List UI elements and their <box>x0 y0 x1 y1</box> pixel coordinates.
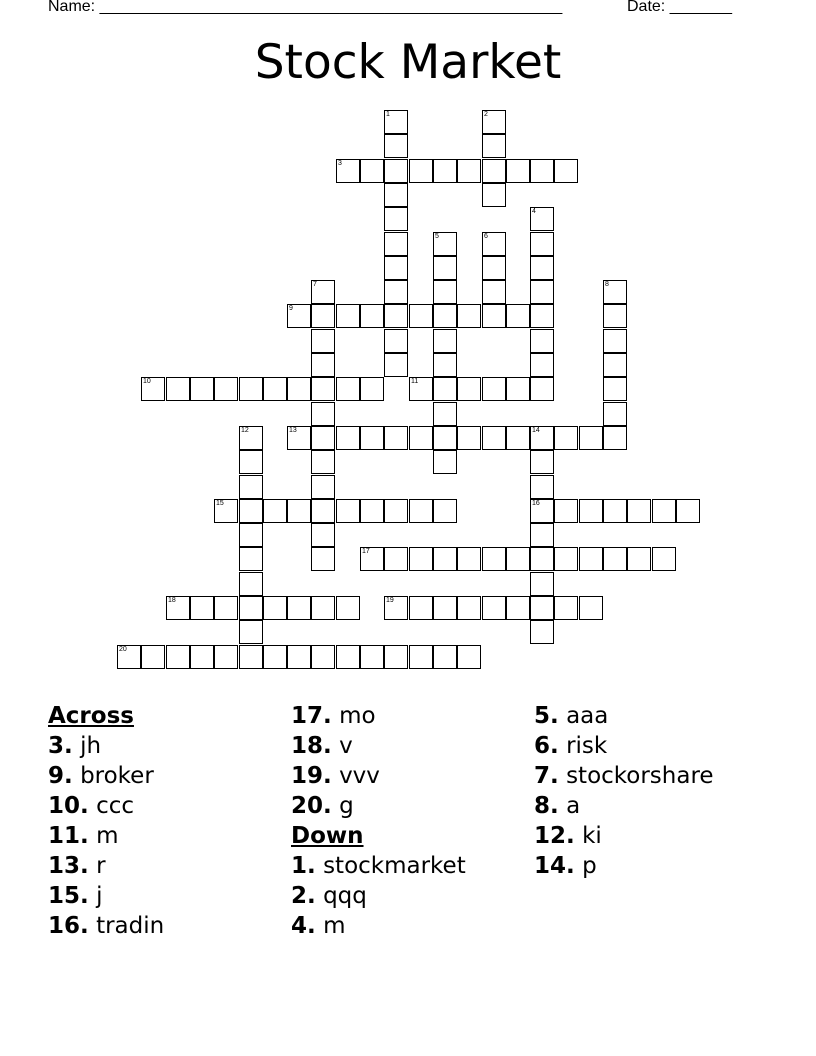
across-heading: Across <box>48 703 134 729</box>
grid-cell[interactable] <box>311 402 335 426</box>
grid-cell[interactable] <box>311 475 335 499</box>
grid-cell[interactable] <box>652 547 676 571</box>
grid-cell[interactable] <box>433 280 457 304</box>
grid-cell[interactable] <box>530 377 554 401</box>
clue-down: 12. ki <box>534 823 602 849</box>
grid-cell[interactable] <box>530 499 554 523</box>
clue-number: 1 <box>386 111 390 118</box>
grid-cell[interactable] <box>482 110 506 134</box>
grid-cell[interactable] <box>482 183 506 207</box>
grid-cell[interactable] <box>603 329 627 353</box>
grid-cell[interactable] <box>457 547 481 571</box>
grid-cell[interactable] <box>530 620 554 644</box>
grid-cell[interactable] <box>239 450 263 474</box>
grid-cell[interactable] <box>409 304 433 328</box>
grid-cell[interactable] <box>263 645 287 669</box>
clue-number: 17 <box>362 548 370 555</box>
grid-cell[interactable] <box>482 256 506 280</box>
grid-cell[interactable] <box>433 426 457 450</box>
grid-cell[interactable] <box>287 645 311 669</box>
grid-cell[interactable] <box>579 499 603 523</box>
grid-cell[interactable] <box>384 304 408 328</box>
grid-cell[interactable] <box>166 377 190 401</box>
grid-cell[interactable] <box>384 426 408 450</box>
grid-cell[interactable] <box>360 645 384 669</box>
grid-cell[interactable] <box>214 645 238 669</box>
name-field[interactable]: Name: ____________________________________________________ <box>48 0 563 15</box>
grid-cell[interactable] <box>384 353 408 377</box>
grid-cell[interactable] <box>384 499 408 523</box>
grid-cell[interactable] <box>433 499 457 523</box>
grid-cell[interactable] <box>311 596 335 620</box>
grid-cell[interactable] <box>263 499 287 523</box>
grid-cell[interactable] <box>506 596 530 620</box>
page-title: Stock Market <box>254 35 562 90</box>
grid-cell[interactable] <box>457 596 481 620</box>
grid-cell[interactable] <box>336 499 360 523</box>
grid-cell[interactable] <box>384 280 408 304</box>
grid-cell[interactable] <box>409 596 433 620</box>
grid-cell[interactable] <box>166 645 190 669</box>
grid-cell[interactable] <box>141 377 165 401</box>
grid-cell[interactable] <box>433 304 457 328</box>
grid-cell[interactable] <box>433 232 457 256</box>
grid-cell[interactable] <box>627 499 651 523</box>
grid-cell[interactable] <box>530 304 554 328</box>
grid-cell[interactable] <box>554 547 578 571</box>
grid-cell[interactable] <box>409 159 433 183</box>
clue-down: 6. risk <box>534 733 608 759</box>
grid-cell[interactable] <box>579 547 603 571</box>
grid-cell[interactable] <box>603 426 627 450</box>
grid-cell[interactable] <box>482 547 506 571</box>
grid-cell[interactable] <box>482 596 506 620</box>
grid-cell[interactable] <box>506 547 530 571</box>
clue-number: 15 <box>216 500 224 507</box>
grid-cell[interactable] <box>384 134 408 158</box>
grid-cell[interactable] <box>336 159 360 183</box>
grid-cell[interactable] <box>433 596 457 620</box>
grid-cell[interactable] <box>554 499 578 523</box>
grid-cell[interactable] <box>360 547 384 571</box>
grid-cell[interactable] <box>311 329 335 353</box>
grid-cell[interactable] <box>433 645 457 669</box>
clue-across: 19. vvv <box>291 763 380 789</box>
grid-cell[interactable] <box>360 377 384 401</box>
grid-cell[interactable] <box>409 426 433 450</box>
grid-cell[interactable] <box>506 159 530 183</box>
grid-cell[interactable] <box>530 547 554 571</box>
clue-across: 9. broker <box>48 763 154 789</box>
clue-number: 5 <box>435 233 439 240</box>
grid-cell[interactable] <box>287 596 311 620</box>
grid-cell[interactable] <box>530 450 554 474</box>
date-field[interactable]: Date: _______ <box>627 0 732 15</box>
grid-cell[interactable] <box>311 353 335 377</box>
grid-cell[interactable] <box>530 232 554 256</box>
grid-cell[interactable] <box>190 596 214 620</box>
grid-cell[interactable] <box>603 402 627 426</box>
grid-cell[interactable] <box>239 596 263 620</box>
grid-cell[interactable] <box>214 377 238 401</box>
grid-cell[interactable] <box>239 377 263 401</box>
grid-cell[interactable] <box>530 475 554 499</box>
grid-cell[interactable] <box>311 547 335 571</box>
grid-cell[interactable] <box>190 645 214 669</box>
clue-number: 13 <box>289 427 297 434</box>
grid-cell[interactable] <box>433 159 457 183</box>
grid-cell[interactable] <box>311 304 335 328</box>
clue-down: 5. aaa <box>534 703 609 729</box>
grid-cell[interactable] <box>287 304 311 328</box>
grid-cell[interactable] <box>141 645 165 669</box>
clue-across: 16. tradin <box>48 913 165 939</box>
grid-cell[interactable] <box>239 523 263 547</box>
clue-down: 2. qqq <box>291 883 367 909</box>
grid-cell[interactable] <box>530 523 554 547</box>
grid-cell[interactable] <box>433 450 457 474</box>
grid-cell[interactable] <box>360 499 384 523</box>
grid-cell[interactable] <box>433 353 457 377</box>
grid-cell[interactable] <box>530 207 554 231</box>
grid-cell[interactable] <box>384 207 408 231</box>
grid-cell[interactable] <box>384 547 408 571</box>
grid-cell[interactable] <box>239 547 263 571</box>
clue-across: 15. j <box>48 883 103 909</box>
grid-cell[interactable] <box>530 329 554 353</box>
grid-cell[interactable] <box>263 596 287 620</box>
clue-down: 1. stockmarket <box>291 853 466 879</box>
grid-cell[interactable] <box>384 256 408 280</box>
grid-cell[interactable] <box>457 304 481 328</box>
grid-cell[interactable] <box>554 159 578 183</box>
grid-cell[interactable] <box>117 645 141 669</box>
clue-number: 3 <box>338 160 342 167</box>
grid-cell[interactable] <box>482 159 506 183</box>
grid-cell[interactable] <box>287 499 311 523</box>
grid-cell[interactable] <box>360 304 384 328</box>
grid-cell[interactable] <box>336 596 360 620</box>
grid-cell[interactable] <box>336 304 360 328</box>
grid-cell[interactable] <box>457 426 481 450</box>
grid-cell[interactable] <box>384 329 408 353</box>
grid-cell[interactable] <box>311 426 335 450</box>
grid-cell[interactable] <box>433 402 457 426</box>
grid-cell[interactable] <box>360 159 384 183</box>
grid-cell[interactable] <box>384 183 408 207</box>
grid-cell[interactable] <box>457 645 481 669</box>
grid-cell[interactable] <box>311 280 335 304</box>
clue-number: 9 <box>289 305 293 312</box>
clue-across: 3. jh <box>48 733 102 759</box>
grid-cell[interactable] <box>214 596 238 620</box>
grid-cell[interactable] <box>384 110 408 134</box>
grid-cell[interactable] <box>239 572 263 596</box>
clue-across: 20. g <box>291 793 354 819</box>
grid-cell[interactable] <box>409 499 433 523</box>
grid-cell[interactable] <box>530 572 554 596</box>
clue-down: 7. stockorshare <box>534 763 714 789</box>
clue-across: 10. ccc <box>48 793 134 819</box>
grid-cell[interactable] <box>603 499 627 523</box>
grid-cell[interactable] <box>409 547 433 571</box>
clue-number: 18 <box>168 597 176 604</box>
grid-cell[interactable] <box>409 377 433 401</box>
grid-cell[interactable] <box>506 426 530 450</box>
grid-cell[interactable] <box>603 353 627 377</box>
grid-cell[interactable] <box>530 596 554 620</box>
grid-cell[interactable] <box>239 426 263 450</box>
clue-number: 8 <box>605 281 609 288</box>
grid-cell[interactable] <box>360 426 384 450</box>
grid-cell[interactable] <box>506 304 530 328</box>
grid-cell[interactable] <box>530 159 554 183</box>
grid-cell[interactable] <box>384 645 408 669</box>
down-heading: Down <box>291 823 364 849</box>
clue-across: 18. v <box>291 733 353 759</box>
grid-cell[interactable] <box>627 547 651 571</box>
grid-cell[interactable] <box>263 377 287 401</box>
grid-cell[interactable] <box>287 426 311 450</box>
grid-cell[interactable] <box>506 377 530 401</box>
grid-cell[interactable] <box>239 645 263 669</box>
grid-cell[interactable] <box>384 596 408 620</box>
grid-cell[interactable] <box>482 134 506 158</box>
grid-cell[interactable] <box>336 426 360 450</box>
grid-cell[interactable] <box>384 232 408 256</box>
clue-column-2 <box>291 701 466 941</box>
grid-cell[interactable] <box>239 499 263 523</box>
grid-cell[interactable] <box>603 377 627 401</box>
grid-cell[interactable] <box>603 547 627 571</box>
clue-number: 7 <box>313 281 317 288</box>
grid-cell[interactable] <box>433 256 457 280</box>
grid-cell[interactable] <box>336 645 360 669</box>
clue-down: 14. p <box>534 853 597 879</box>
grid-cell[interactable] <box>166 596 190 620</box>
clue-number: 16 <box>532 500 540 507</box>
clue-number: 12 <box>241 427 249 434</box>
clue-column-1 <box>48 701 164 941</box>
clue-column-3 <box>534 701 714 881</box>
grid-cell[interactable] <box>311 450 335 474</box>
grid-cell[interactable] <box>482 280 506 304</box>
clue-number: 4 <box>532 208 536 215</box>
clue-number: 2 <box>484 111 488 118</box>
clue-across: 17. mo <box>291 703 376 729</box>
grid-cell[interactable] <box>579 596 603 620</box>
grid-cell[interactable] <box>457 159 481 183</box>
grid-cell[interactable] <box>603 280 627 304</box>
grid-cell[interactable] <box>579 426 603 450</box>
grid-cell[interactable] <box>433 377 457 401</box>
grid-cell[interactable] <box>603 304 627 328</box>
grid-cell[interactable] <box>482 426 506 450</box>
grid-cell[interactable] <box>530 256 554 280</box>
grid-cell[interactable] <box>530 353 554 377</box>
clue-number: 14 <box>532 427 540 434</box>
grid-cell[interactable] <box>311 523 335 547</box>
grid-cell[interactable] <box>457 377 481 401</box>
clue-down: 8. a <box>534 793 581 819</box>
grid-cell[interactable] <box>554 426 578 450</box>
grid-cell[interactable] <box>482 377 506 401</box>
clue-across: 11. m <box>48 823 119 849</box>
clue-down: 4. m <box>291 913 346 939</box>
grid-cell[interactable] <box>239 475 263 499</box>
grid-cell[interactable] <box>530 280 554 304</box>
grid-cell[interactable] <box>311 499 335 523</box>
grid-cell[interactable] <box>409 645 433 669</box>
clue-number: 11 <box>411 378 419 385</box>
grid-cell[interactable] <box>652 499 676 523</box>
grid-cell[interactable] <box>311 645 335 669</box>
grid-cell[interactable] <box>190 377 214 401</box>
clue-number: 20 <box>119 646 127 653</box>
grid-cell[interactable] <box>433 547 457 571</box>
grid-cell[interactable] <box>239 620 263 644</box>
grid-cell[interactable] <box>336 377 360 401</box>
grid-cell[interactable] <box>530 426 554 450</box>
clue-number: 10 <box>143 378 151 385</box>
grid-cell[interactable] <box>311 377 335 401</box>
grid-cell[interactable] <box>214 499 238 523</box>
grid-cell[interactable] <box>384 159 408 183</box>
clue-number: 19 <box>386 597 394 604</box>
grid-cell[interactable] <box>433 329 457 353</box>
grid-cell[interactable] <box>676 499 700 523</box>
grid-cell[interactable] <box>287 377 311 401</box>
clue-number: 6 <box>484 233 488 240</box>
grid-cell[interactable] <box>482 232 506 256</box>
grid-cell[interactable] <box>554 596 578 620</box>
grid-cell[interactable] <box>482 304 506 328</box>
clue-across: 13. r <box>48 853 106 879</box>
